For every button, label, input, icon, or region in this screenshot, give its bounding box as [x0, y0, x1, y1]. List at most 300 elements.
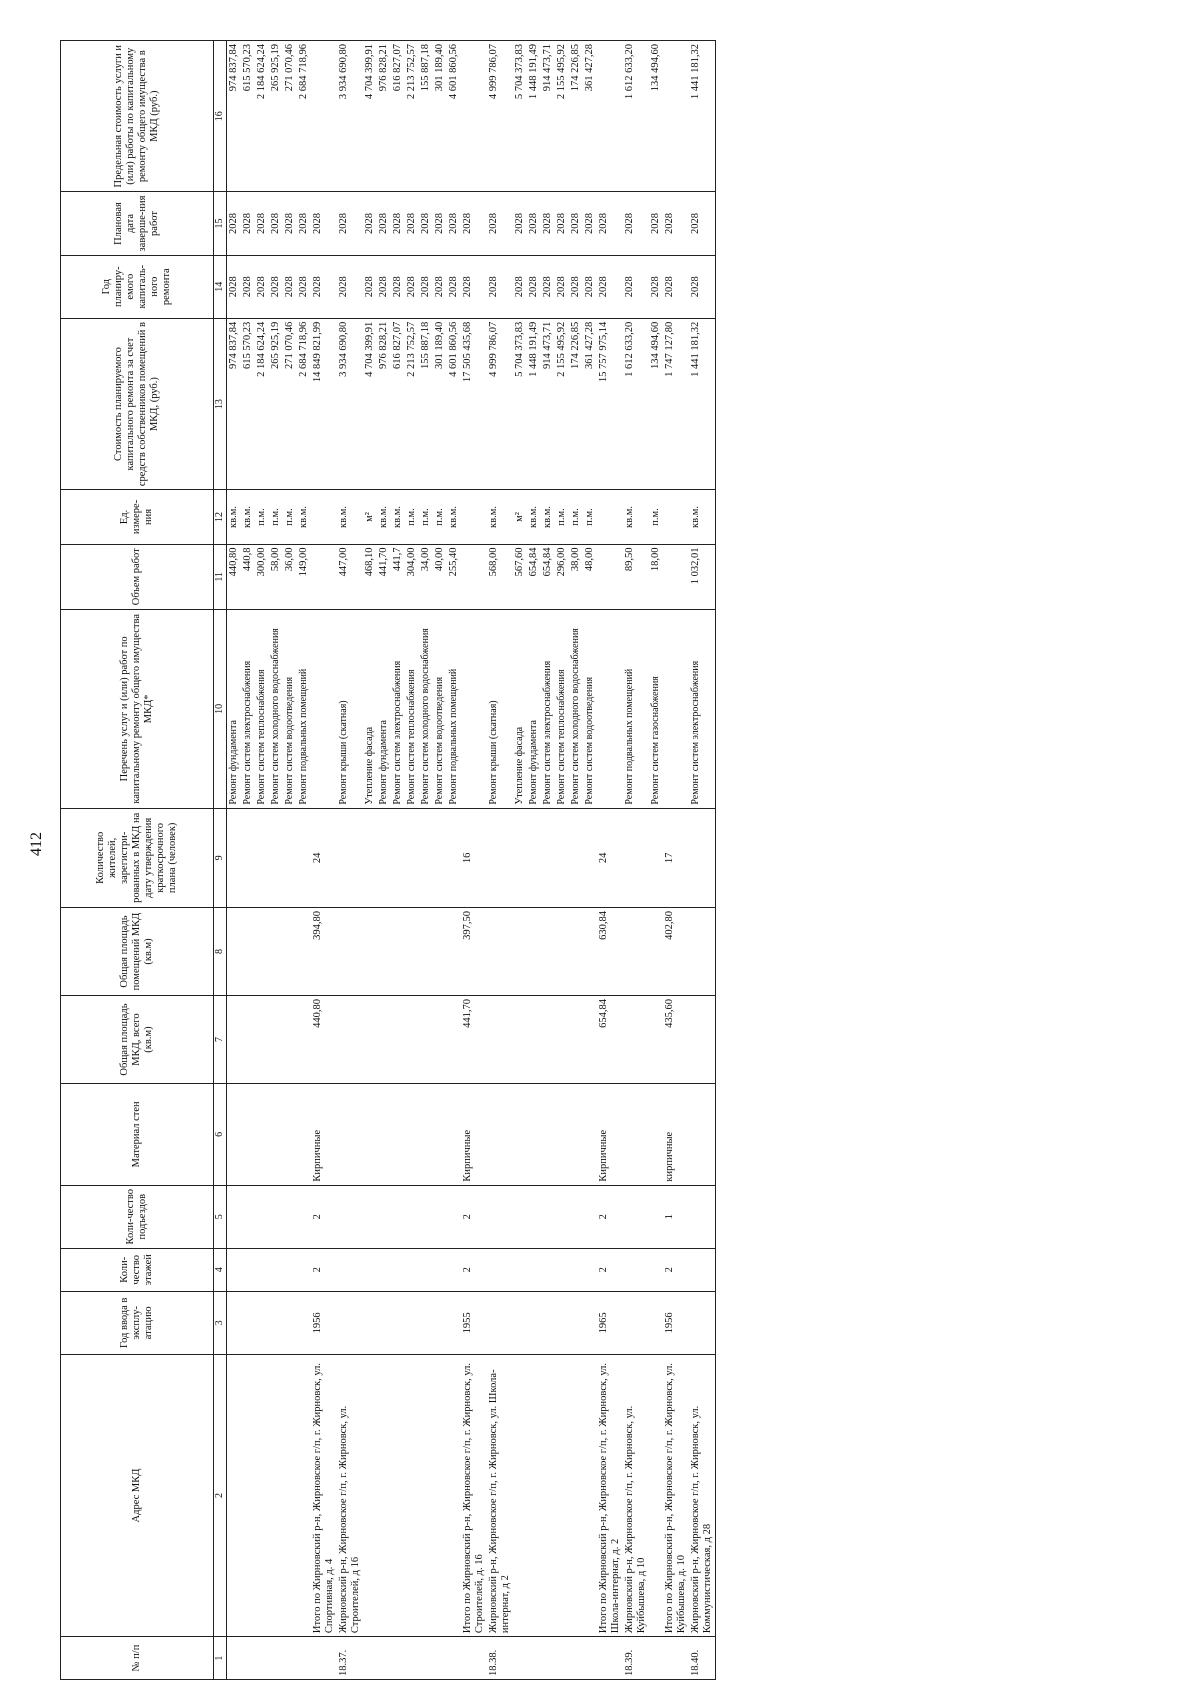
- table-cell: п.м.: [583, 490, 597, 544]
- table-cell: [363, 1248, 377, 1291]
- table-cell: 616 827,07: [391, 318, 405, 490]
- table-cell: [419, 1637, 433, 1680]
- table-cell: [337, 1084, 363, 1186]
- table-cell: [269, 996, 283, 1084]
- table-cell: кв.м.: [297, 490, 311, 544]
- table-cell: 24: [597, 808, 623, 907]
- table-cell: [569, 1354, 583, 1636]
- table-cell: 2028: [447, 192, 461, 255]
- table-cell: [269, 1637, 283, 1680]
- column-number: 12: [214, 490, 227, 544]
- table-row: [649, 41, 663, 1680]
- table-cell: [297, 808, 311, 907]
- table-cell: [363, 996, 377, 1084]
- column-number: 5: [214, 1185, 227, 1248]
- table-cell: 2028: [541, 255, 555, 318]
- table-cell: 2028: [419, 255, 433, 318]
- table-cell: [241, 1185, 255, 1248]
- table-cell: 2 184 624,24: [255, 318, 269, 490]
- table-cell: кв.м.: [487, 490, 513, 544]
- table-cell: Ремонт систем электроснабжения: [541, 610, 555, 809]
- table-cell: 2 213 752,57: [405, 41, 419, 192]
- table-cell: [391, 808, 405, 907]
- table-cell: Кирпичные: [311, 1084, 337, 1186]
- table-cell: [405, 1185, 419, 1248]
- table-cell: [377, 1084, 391, 1186]
- table-cell: [569, 1248, 583, 1291]
- table-cell: Ремонт крыши (скатная): [337, 610, 363, 809]
- table-cell: кв.м.: [689, 490, 716, 544]
- table-cell: 567,60: [513, 544, 527, 609]
- table-cell: [419, 1354, 433, 1636]
- table-cell: [583, 808, 597, 907]
- column-number: 8: [214, 907, 227, 995]
- table-cell: 2: [311, 1185, 337, 1248]
- table-row: [377, 41, 391, 1680]
- table-cell: [433, 1248, 447, 1291]
- table-cell: [597, 41, 623, 192]
- table-cell: 361 427,28: [583, 41, 597, 192]
- table-cell: 34,00: [419, 544, 433, 609]
- table-cell: [297, 1185, 311, 1248]
- table-cell: 38,00: [569, 544, 583, 609]
- table-cell: [541, 1354, 555, 1636]
- table-cell: 440,8: [241, 544, 255, 609]
- table-cell: [391, 1354, 405, 1636]
- table-cell: 4 601 860,56: [447, 41, 461, 192]
- table-cell: [227, 1354, 242, 1636]
- table-cell: [663, 1637, 689, 1680]
- table-cell: [255, 1291, 269, 1354]
- table-cell: Ремонт систем водоотведения: [283, 610, 297, 809]
- table-cell: 1 612 633,20: [623, 41, 649, 192]
- table-cell: [363, 1354, 377, 1636]
- table-cell: 2028: [297, 255, 311, 318]
- table-cell: 2028: [227, 255, 242, 318]
- table-cell: 18.38.: [487, 1637, 513, 1680]
- table-cell: [311, 41, 337, 192]
- table-cell: Итого по Жирновский р-н, Жирновское г/п, г. Жирновск, ул. Строителей, д. 16: [461, 1354, 487, 1636]
- table-cell: [461, 1637, 487, 1680]
- table-cell: [255, 1084, 269, 1186]
- table-cell: 2 184 624,24: [255, 41, 269, 192]
- table-cell: 58,00: [269, 544, 283, 609]
- table-row: [513, 41, 527, 1680]
- table-cell: 654,84: [597, 996, 623, 1084]
- table-row: [447, 41, 461, 1680]
- table-cell: [555, 1248, 569, 1291]
- table-cell: [597, 490, 623, 544]
- table-cell: [555, 996, 569, 1084]
- table-cell: [363, 1291, 377, 1354]
- column-header: Коли-чество этажей: [61, 1248, 214, 1291]
- table-cell: 149,00: [297, 544, 311, 609]
- table-cell: 3 934 690,80: [337, 41, 363, 192]
- table-cell: 568,00: [487, 544, 513, 609]
- table-cell: 2028: [283, 255, 297, 318]
- table-cell: [527, 996, 541, 1084]
- table-cell: [255, 1185, 269, 1248]
- table-cell: 2028: [311, 255, 337, 318]
- table-cell: п.м.: [569, 490, 583, 544]
- table-cell: [363, 1185, 377, 1248]
- table-cell: [255, 1248, 269, 1291]
- table-cell: [649, 1637, 663, 1680]
- table-cell: [255, 1354, 269, 1636]
- table-cell: [419, 808, 433, 907]
- table-cell: 2028: [663, 192, 689, 255]
- column-number: 1: [214, 1637, 227, 1680]
- table-cell: 2028: [241, 192, 255, 255]
- table-cell: 2028: [269, 255, 283, 318]
- table-cell: Утепление фасада: [363, 610, 377, 809]
- table-cell: 2: [597, 1185, 623, 1248]
- table-cell: 3 934 690,80: [337, 318, 363, 490]
- table-cell: [541, 1248, 555, 1291]
- table-cell: [269, 1291, 283, 1354]
- table-cell: 2028: [649, 192, 663, 255]
- table-cell: [689, 1291, 716, 1354]
- table-cell: [283, 996, 297, 1084]
- table-cell: 2028: [283, 192, 297, 255]
- table-cell: [569, 808, 583, 907]
- table-cell: 2: [311, 1248, 337, 1291]
- table-cell: 5 704 373,83: [513, 41, 527, 192]
- column-header: Стоимость планируемого капитального ремонта за счет средств собственников помещений в МКД, (руб.): [61, 318, 214, 490]
- page-number: 412: [28, 832, 45, 856]
- table-cell: [447, 1291, 461, 1354]
- table-cell: 1956: [311, 1291, 337, 1354]
- table-cell: [405, 1084, 419, 1186]
- table-cell: 265 925,19: [269, 41, 283, 192]
- table-cell: [255, 907, 269, 995]
- table-cell: [433, 1637, 447, 1680]
- column-header: № п/п: [61, 1637, 214, 1680]
- table-cell: [541, 1291, 555, 1354]
- column-header: Перечень услуг и (или) работ по капитальному ремонту общего имущества МКД*: [61, 610, 214, 809]
- table-cell: [227, 808, 242, 907]
- table-cell: 654,84: [541, 544, 555, 609]
- table-cell: [569, 1637, 583, 1680]
- table-cell: 18.40.: [689, 1637, 716, 1680]
- table-cell: [583, 1185, 597, 1248]
- table-cell: [283, 1291, 297, 1354]
- table-cell: Ремонт систем холодного водоснабжения: [569, 610, 583, 809]
- table-cell: [555, 907, 569, 995]
- table-cell: 14 849 821,99: [311, 318, 337, 490]
- table-cell: [461, 490, 487, 544]
- column-header: Предельная стоимость услуги и (или) работы по капитальному ремонту общего имущества в МКД (руб.): [61, 41, 214, 192]
- column-header: Количество жителей, зарегистри-рованных в МКД на дату утверждения краткосрочного плана (человек): [61, 808, 214, 907]
- table-cell: [447, 907, 461, 995]
- table-cell: 155 887,18: [419, 318, 433, 490]
- table-row: [583, 41, 597, 1680]
- table-cell: 2028: [527, 192, 541, 255]
- column-number: 9: [214, 808, 227, 907]
- table-cell: [583, 1354, 597, 1636]
- table-cell: 296,00: [555, 544, 569, 609]
- table-cell: [311, 610, 337, 809]
- table-cell: [405, 1637, 419, 1680]
- table-cell: Итого по Жирновский р-н, Жирновское г/п, г. Жирновск, ул. Школа-интернат, д. 2: [597, 1354, 623, 1636]
- table-cell: Ремонт систем теплоснабжения: [405, 610, 419, 809]
- table-cell: м²: [513, 490, 527, 544]
- table-row: [623, 41, 649, 1680]
- table-cell: [541, 996, 555, 1084]
- table-cell: 1 747 127,80: [663, 318, 689, 490]
- table-cell: [337, 808, 363, 907]
- table-cell: Ремонт систем теплоснабжения: [555, 610, 569, 809]
- table-cell: [663, 490, 689, 544]
- table-cell: Жирновский р-н, Жирновское г/п, г. Жирновск, ул. Коммунистическая, д 28: [689, 1354, 716, 1636]
- table-cell: 1956: [663, 1291, 689, 1354]
- table-cell: [337, 1185, 363, 1248]
- table-cell: 2028: [597, 255, 623, 318]
- table-cell: 616 827,07: [391, 41, 405, 192]
- table-cell: [227, 1248, 242, 1291]
- column-number: 14: [214, 255, 227, 318]
- table-cell: 974 837,84: [227, 318, 242, 490]
- table-cell: кв.м.: [337, 490, 363, 544]
- table-cell: [297, 1291, 311, 1354]
- table-cell: 2028: [555, 192, 569, 255]
- table-cell: [337, 907, 363, 995]
- table-cell: 2: [461, 1248, 487, 1291]
- table-cell: 1 612 633,20: [623, 318, 649, 490]
- table-cell: [405, 808, 419, 907]
- table-cell: [569, 1084, 583, 1186]
- table-cell: [555, 1637, 569, 1680]
- column-number: 2: [214, 1354, 227, 1636]
- table-cell: 2028: [513, 192, 527, 255]
- table-cell: [241, 907, 255, 995]
- table-row: [337, 41, 363, 1680]
- table-cell: [597, 544, 623, 609]
- table-cell: 2028: [583, 255, 597, 318]
- table-cell: [419, 907, 433, 995]
- table-cell: [433, 1185, 447, 1248]
- rotated-page: [60, 40, 1190, 1680]
- table-cell: [555, 808, 569, 907]
- table-cell: [569, 907, 583, 995]
- table-cell: 1 441 181,32: [689, 318, 716, 490]
- table-cell: 630,84: [597, 907, 623, 995]
- table-header: [61, 41, 227, 1680]
- table-cell: 5 704 373,83: [513, 318, 527, 490]
- table-cell: [513, 1291, 527, 1354]
- table-cell: [527, 1354, 541, 1636]
- table-cell: Ремонт систем электроснабжения: [241, 610, 255, 809]
- table-cell: [513, 1248, 527, 1291]
- column-header: Материал стен: [61, 1084, 214, 1186]
- table-cell: 255,40: [447, 544, 461, 609]
- table-cell: 2028: [649, 255, 663, 318]
- table-cell: п.м.: [255, 490, 269, 544]
- table-cell: 1 448 191,49: [527, 318, 541, 490]
- table-cell: [513, 907, 527, 995]
- table-cell: 2028: [297, 192, 311, 255]
- table-cell: [623, 996, 649, 1084]
- table-cell: [363, 907, 377, 995]
- table-cell: 2028: [391, 255, 405, 318]
- table-cell: [377, 1637, 391, 1680]
- table-row: [363, 41, 377, 1680]
- table-cell: 976 828,21: [377, 41, 391, 192]
- table-cell: 2028: [255, 192, 269, 255]
- table-cell: 174 226,85: [569, 41, 583, 192]
- table-cell: [391, 996, 405, 1084]
- table-cell: [513, 1084, 527, 1186]
- table-cell: [649, 808, 663, 907]
- table-cell: [419, 1248, 433, 1291]
- table-cell: [227, 907, 242, 995]
- table-cell: [527, 907, 541, 995]
- table-cell: [391, 1084, 405, 1186]
- table-cell: [283, 1637, 297, 1680]
- table-cell: [569, 1185, 583, 1248]
- table-cell: 2028: [447, 255, 461, 318]
- table-cell: [433, 808, 447, 907]
- table-cell: [391, 1637, 405, 1680]
- table-cell: [649, 1354, 663, 1636]
- table-cell: Жирновский р-н, Жирновское г/п, г. Жирновск, ул. Куйбышева, д 10: [623, 1354, 649, 1636]
- table-cell: [487, 996, 513, 1084]
- table-cell: [405, 1248, 419, 1291]
- table-cell: 2028: [433, 255, 447, 318]
- table-cell: [541, 1084, 555, 1186]
- table-cell: [433, 1084, 447, 1186]
- table-cell: 2028: [623, 192, 649, 255]
- table-cell: 2028: [433, 192, 447, 255]
- table-row: [297, 41, 311, 1680]
- table-row: [433, 41, 447, 1680]
- table-cell: [433, 1354, 447, 1636]
- table-cell: [227, 1291, 242, 1354]
- table-cell: Ремонт крыши (скатная): [487, 610, 513, 809]
- table-cell: [269, 1084, 283, 1186]
- table-cell: [689, 1084, 716, 1186]
- table-cell: 2028: [241, 255, 255, 318]
- table-cell: кв.м.: [377, 490, 391, 544]
- table-cell: [241, 1637, 255, 1680]
- table-cell: [487, 1084, 513, 1186]
- table-row: [419, 41, 433, 1680]
- table-cell: 4 999 786,07: [487, 41, 513, 192]
- table-cell: [363, 1637, 377, 1680]
- table-cell: [283, 907, 297, 995]
- table-cell: [689, 1185, 716, 1248]
- table-cell: [689, 907, 716, 995]
- table-cell: 1 032,01: [689, 544, 716, 609]
- table-cell: 2028: [227, 192, 242, 255]
- table-cell: 48,00: [583, 544, 597, 609]
- table-cell: [391, 907, 405, 995]
- table-cell: 2028: [363, 192, 377, 255]
- table-cell: 441,70: [461, 996, 487, 1084]
- table-cell: 134 494,60: [649, 318, 663, 490]
- table-cell: кв.м.: [227, 490, 242, 544]
- table-cell: 4 704 399,91: [363, 318, 377, 490]
- table-cell: 2028: [569, 255, 583, 318]
- table-cell: Кирпичные: [597, 1084, 623, 1186]
- table-cell: [227, 1084, 242, 1186]
- table-cell: [649, 1084, 663, 1186]
- table-cell: [487, 1291, 513, 1354]
- table-cell: [283, 1185, 297, 1248]
- table-cell: 440,80: [227, 544, 242, 609]
- table-cell: [569, 1291, 583, 1354]
- table-cell: 17: [663, 808, 689, 907]
- table-cell: [541, 808, 555, 907]
- table-row: [527, 41, 541, 1680]
- table-cell: [377, 808, 391, 907]
- table-cell: [311, 544, 337, 609]
- table-cell: 2 213 752,57: [405, 318, 419, 490]
- table-cell: [663, 544, 689, 609]
- table-cell: [541, 1637, 555, 1680]
- table-cell: Итого по Жирновский р-н, Жирновское г/п, г. Жирновск, ул. Куйбышева, д. 10: [663, 1354, 689, 1636]
- table-cell: [283, 1248, 297, 1291]
- table-cell: [689, 808, 716, 907]
- column-header: Плановая дата заверше-ния работ: [61, 192, 214, 255]
- table-row: [487, 41, 513, 1680]
- table-cell: 2028: [461, 192, 487, 255]
- table-cell: кв.м.: [241, 490, 255, 544]
- table-cell: [419, 1291, 433, 1354]
- table-cell: 2 155 495,92: [555, 318, 569, 490]
- table-cell: 914 473,71: [541, 41, 555, 192]
- table-cell: Ремонт систем холодного водоснабжения: [419, 610, 433, 809]
- table-cell: [583, 996, 597, 1084]
- column-number: 4: [214, 1248, 227, 1291]
- column-header: Ед. измере-ния: [61, 490, 214, 544]
- table-cell: [297, 1248, 311, 1291]
- table-cell: кв.м.: [527, 490, 541, 544]
- table-cell: 2028: [419, 192, 433, 255]
- table-cell: 2028: [569, 192, 583, 255]
- table-cell: 300,00: [255, 544, 269, 609]
- table-row: [269, 41, 283, 1680]
- table-cell: 2028: [337, 192, 363, 255]
- table-cell: [241, 1084, 255, 1186]
- column-number: 15: [214, 192, 227, 255]
- table-cell: [241, 808, 255, 907]
- table-row: [227, 41, 242, 1680]
- table-cell: [241, 1248, 255, 1291]
- table-cell: [419, 996, 433, 1084]
- table-cell: 304,00: [405, 544, 419, 609]
- table-cell: [623, 1248, 649, 1291]
- table-cell: Жирновский р-н, Жирновское г/п, г. Жирновск, ул. Школа-интернат, д 2: [487, 1354, 513, 1636]
- table-cell: 2028: [405, 255, 419, 318]
- table-cell: Ремонт фундамента: [227, 610, 242, 809]
- table-cell: Ремонт систем электроснабжения: [689, 610, 716, 809]
- table-cell: [623, 1084, 649, 1186]
- table-cell: [241, 1354, 255, 1636]
- table-cell: [337, 1291, 363, 1354]
- table-cell: [419, 1185, 433, 1248]
- table-cell: 2028: [405, 192, 419, 255]
- table-cell: [377, 1354, 391, 1636]
- table-cell: [227, 1185, 242, 1248]
- table-row: [255, 41, 269, 1680]
- table-cell: [569, 996, 583, 1084]
- column-number: 6: [214, 1084, 227, 1186]
- column-number: 13: [214, 318, 227, 490]
- table-row: [461, 41, 487, 1680]
- table-cell: Ремонт систем электроснабжения: [391, 610, 405, 809]
- column-number: 10: [214, 610, 227, 809]
